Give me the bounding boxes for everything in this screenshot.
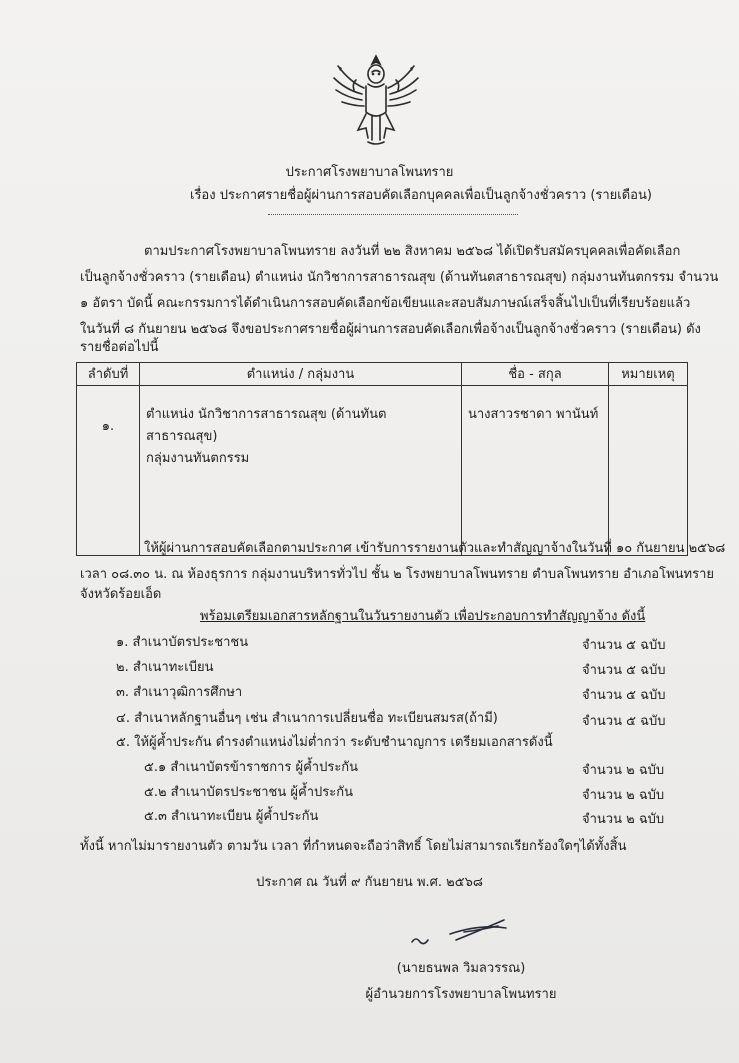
cell-note bbox=[609, 386, 688, 556]
report-line-1: ให้ผู้ผ่านการสอบคัดเลือกตามประกาศ เข้ารับการรายงานตัวและทำสัญญาจ้างในวันที่ ๑๐ กันยายน ๒๕๖๘ bbox=[144, 541, 726, 556]
document-item-5-3: ๕.๓ สำเนาทะเบียน ผู้ค้ำประกัน bbox=[144, 809, 319, 824]
document-item-2: ๒. สำเนาทะเบียน bbox=[116, 660, 214, 675]
header-position: ตำแหน่ง / กลุ่มงาน bbox=[140, 363, 462, 386]
document-item-5-1: ๕.๑ สำเนาบัตรข้าราชการ ผู้ค้ำประกัน bbox=[144, 760, 359, 775]
cell-no: ๑. bbox=[77, 386, 140, 556]
cell-name: นางสาวรชาดา พานันท์ bbox=[462, 386, 609, 556]
document-amount-5-3: จำนวน ๒ ฉบับ bbox=[582, 812, 665, 827]
document-amount-5-2: จำนวน ๒ ฉบับ bbox=[582, 788, 665, 803]
garuda-emblem-icon bbox=[328, 50, 424, 148]
header-no: ลำดับที่ bbox=[77, 363, 140, 386]
table-row bbox=[77, 386, 688, 556]
results-table bbox=[76, 362, 688, 556]
report-line-3: จังหวัดร้อยเอ็ด bbox=[80, 587, 162, 602]
cell-position bbox=[140, 386, 462, 556]
document-amount-4: จำนวน ๕ ฉบับ bbox=[582, 714, 666, 729]
document-amount-1: จำนวน ๕ ฉบับ bbox=[582, 638, 666, 653]
intro-line-3: ๑ อัตรา บัดนี้ คณะกรรมการได้ดำเนินการสอบคัดเลือกข้อเขียนและสอบสัมภาษณ์เสร็จสิ้นไปเป็นที่เรียบร้อยแล้ว bbox=[80, 296, 691, 311]
intro-line-5: รายชื่อต่อไปนี้ bbox=[80, 340, 159, 355]
intro-line-2: เป็นลูกจ้างชั่วคราว (รายเดือน) ตำแหน่ง นักวิชาการสาธารณสุข (ด้านทันตสาธารณสุข) กลุ่มงานทันตกรรม จำนวน bbox=[80, 270, 719, 285]
table-header-row bbox=[77, 363, 688, 386]
intro-line-4: ในวันที่ ๘ กันยายน ๒๕๖๘ จึงขอประกาศรายชื่อผู้ผ่านการสอบคัดเลือกเพื่อจ้างเป็นลูกจ้างชั่วคราว (รายเดือน) ดัง bbox=[80, 322, 701, 337]
document-item-5-2: ๕.๒ สำเนาบัตรประชาชน ผู้ค้ำประกัน bbox=[144, 785, 353, 800]
document-item-5: ๕. ให้ผู้ค้ำประกัน ดำรงตำแหน่งไม่ต่ำกว่า ระดับชำนาญการ เตรียมเอกสารดังนี้ bbox=[116, 735, 553, 750]
document-amount-2: จำนวน ๕ ฉบับ bbox=[582, 663, 666, 678]
position-line-1: ตำแหน่ง นักวิชาการสาธารณสุข (ด้านทันตสาธารณสุข) bbox=[146, 407, 387, 444]
document-item-3: ๓. สำเนาวุฒิการศึกษา bbox=[116, 685, 243, 700]
signatory-title: ผู้อำนวยการโรงพยาบาลโพนทราย bbox=[365, 987, 557, 1002]
document-amount-5-1: จำนวน ๒ ฉบับ bbox=[582, 763, 665, 778]
report-line-2: เวลา ๐๘.๓๐ น. ณ ห้องธุรการ กลุ่มงานบริหารทั่วไป ชั้น ๒ โรงพยาบาลโพนทราย ตำบลโพนทราย อำเภอโพนทราย bbox=[80, 567, 715, 582]
document-amount-3: จำนวน ๕ ฉบับ bbox=[582, 688, 666, 703]
title-divider bbox=[268, 214, 518, 215]
announcement-subject: เรื่อง ประกาศรายชื่อผู้ผ่านการสอบคัดเลือกบุคคลเพื่อเป็นลูกจ้างชั่วคราว (รายเดือน) bbox=[190, 188, 652, 203]
signature-image bbox=[406, 912, 526, 952]
documents-heading: พร้อมเตรียมเอกสารหลักฐานในวันรายงานตัว เพื่อประกอบการทำสัญญาจ้าง ดังนี้ bbox=[200, 609, 646, 624]
signatory-name: (นายธนพล วิมลวรรณ) bbox=[396, 961, 526, 976]
announcement-title: ประกาศโรงพยาบาลโพนทราย bbox=[285, 165, 454, 180]
intro-line-1: ตามประกาศโรงพยาบาลโพนทราย ลงวันที่ ๒๒ สิงหาคม ๒๕๖๘ ได้เปิดรับสมัครบุคคลเพื่อคัดเลือก bbox=[144, 244, 681, 259]
position-line-2: กลุ่มงานทันตกรรม bbox=[146, 451, 250, 466]
announcement-date: ประกาศ ณ วันที่ ๙ กันยายน พ.ศ. ๒๕๖๘ bbox=[256, 875, 483, 890]
header-note: หมายเหตุ bbox=[609, 363, 688, 386]
header-name: ชื่อ - สกุล bbox=[462, 363, 609, 386]
document-item-1: ๑. สำเนาบัตรประชาชน bbox=[116, 635, 249, 650]
closing-text: ทั้งนี้ หากไม่มารายงานตัว ตามวัน เวลา ที่กำหนดจะถือว่าสิทธิ์ โดยไม่สามารถเรียกร้องใดๆได้ทั้งสิ้น bbox=[80, 839, 627, 854]
document-item-4: ๔. สำเนาหลักฐานอื่นๆ เช่น สำเนาการเปลี่ยนชื่อ ทะเบียนสมรส(ถ้ามี) bbox=[116, 711, 498, 726]
